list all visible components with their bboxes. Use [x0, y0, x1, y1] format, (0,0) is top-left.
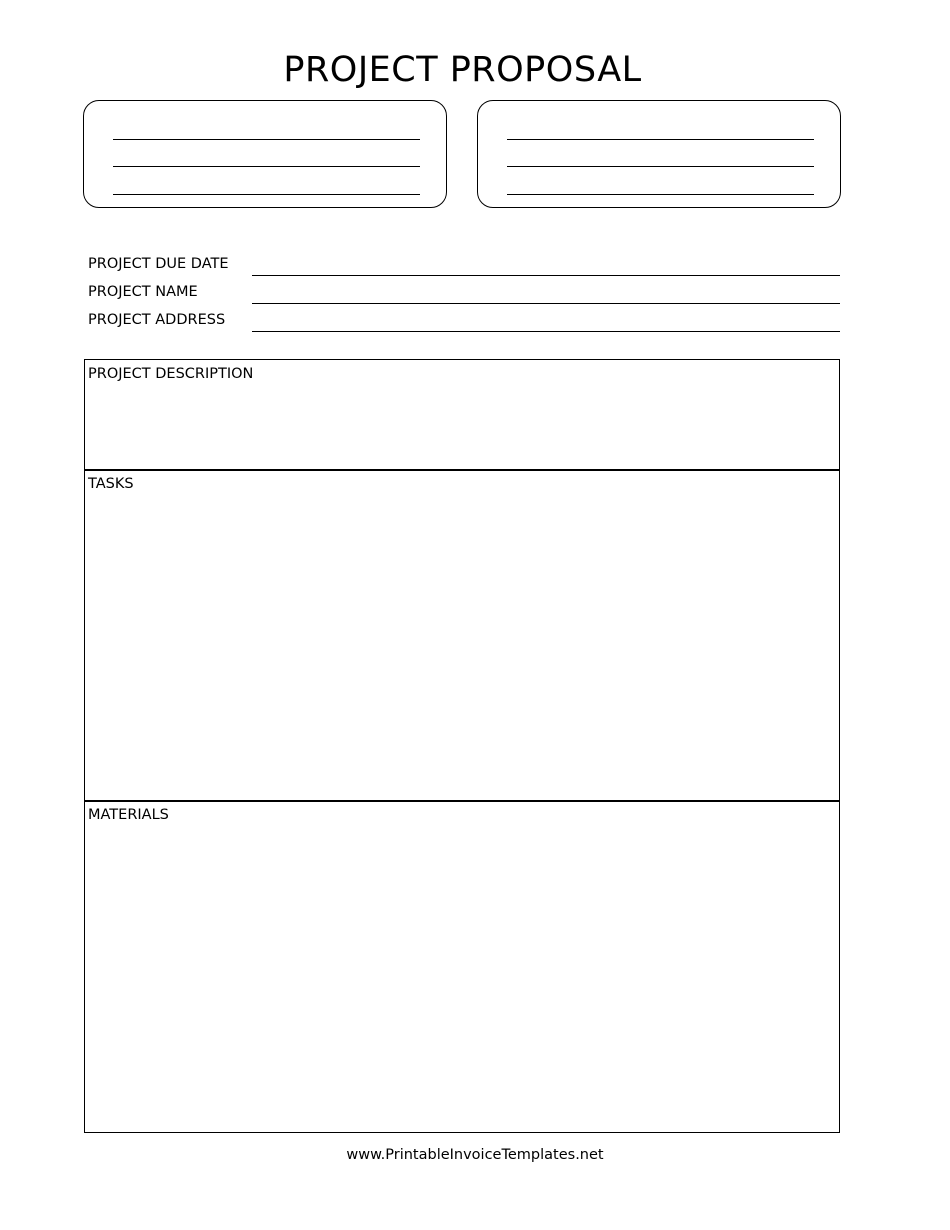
project-address-line[interactable] — [252, 331, 840, 332]
left-info-line-3[interactable] — [113, 194, 420, 195]
project-name-field — [88, 282, 840, 304]
document-title: PROJECT PROPOSAL — [283, 50, 642, 90]
left-info-line-2[interactable] — [113, 166, 420, 167]
materials-label: MATERIALS — [88, 807, 169, 823]
footer-website: www.PrintableInvoiceTemplates.net — [346, 1147, 604, 1163]
left-info-box — [83, 100, 447, 208]
right-info-line-3[interactable] — [507, 194, 814, 195]
project-description-box[interactable] — [84, 359, 840, 471]
tasks-label: TASKS — [88, 476, 134, 492]
tasks-box[interactable] — [84, 469, 840, 802]
project-due-date-line[interactable] — [252, 275, 840, 276]
project-address-label: PROJECT ADDRESS — [88, 312, 226, 328]
project-name-line[interactable] — [252, 303, 840, 304]
right-info-line-2[interactable] — [507, 166, 814, 167]
project-name-label: PROJECT NAME — [88, 284, 198, 300]
materials-box[interactable] — [84, 800, 840, 1133]
project-description-label: PROJECT DESCRIPTION — [88, 366, 254, 382]
left-info-line-1[interactable] — [113, 139, 420, 140]
right-info-box — [477, 100, 841, 208]
right-info-line-1[interactable] — [507, 139, 814, 140]
project-due-date-label: PROJECT DUE DATE — [88, 256, 229, 272]
project-due-date-field — [88, 254, 840, 276]
project-address-field — [88, 310, 840, 332]
